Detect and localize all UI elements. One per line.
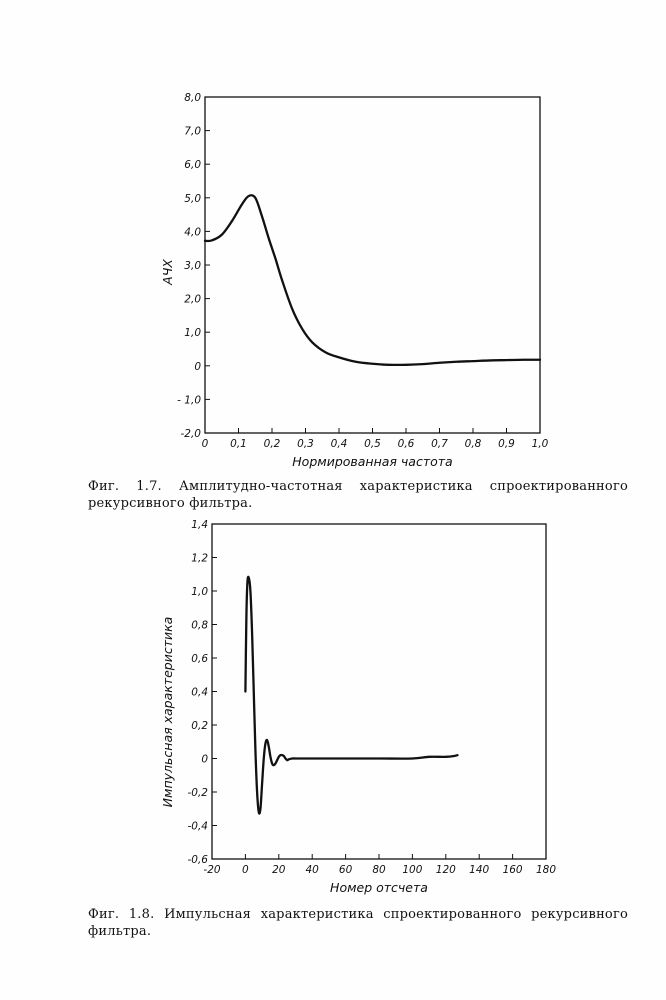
y-tick-label: 1,4 <box>191 519 208 531</box>
x-tick-label: 1,0 <box>531 438 549 450</box>
x-tick-label: 140 <box>469 864 490 876</box>
x-tick-label: 40 <box>305 864 319 876</box>
y-tick-label: 2,0 <box>184 293 201 306</box>
y-axis-label: АЧХ <box>160 259 175 285</box>
y-tick-label: 0 <box>201 753 208 766</box>
caption-label: Фиг. 1.8. <box>88 907 155 922</box>
y-tick-label: 0,2 <box>191 720 208 732</box>
y-tick-label: -0,2 <box>187 787 208 799</box>
figure-caption-2 <box>88 906 628 940</box>
y-tick-label: 0,8 <box>191 619 208 632</box>
x-tick-label: 0,6 <box>397 438 415 450</box>
x-tick-label: 0,8 <box>464 438 482 450</box>
x-tick-label: 0 <box>242 864 249 876</box>
y-tick-label: 6,0 <box>184 159 201 172</box>
x-tick-label: 160 <box>502 864 523 876</box>
x-tick-label: -20 <box>203 864 221 876</box>
caption-label: Фиг. 1.7. <box>88 479 162 494</box>
y-tick-label: 4,0 <box>184 226 201 239</box>
y-tick-label: 1,2 <box>191 552 208 565</box>
series-line <box>245 577 457 814</box>
x-axis-label: Нормированная частота <box>292 454 453 469</box>
x-tick-label: 60 <box>338 864 353 876</box>
y-axis-label: Импульсная характеристика <box>160 616 175 808</box>
y-tick-label: 0,4 <box>191 686 208 699</box>
y-tick-label: 0 <box>194 360 201 373</box>
x-tick-label: 0,9 <box>498 438 515 450</box>
x-tick-label: 20 <box>272 864 286 876</box>
caption-text: Импульсная характеристика спроектированного рекурсивного фильтра. <box>88 907 628 939</box>
x-tick-label: 180 <box>535 864 557 876</box>
x-tick-label: 80 <box>372 864 386 876</box>
x-tick-label: 120 <box>435 864 456 876</box>
y-tick-label: -2,0 <box>180 428 201 440</box>
y-tick-label: 5,0 <box>184 192 201 205</box>
x-tick-label: 0,4 <box>330 438 348 450</box>
y-tick-label: 0,6 <box>191 653 208 665</box>
y-tick-label: -0,4 <box>187 820 208 833</box>
y-tick-label: -0,6 <box>187 854 208 866</box>
x-tick-label: 0,5 <box>364 438 381 450</box>
caption-text: Амплитудно-частотная характеристика спроектированного рекурсивного фильтра. <box>88 479 628 511</box>
figure-caption-1 <box>88 478 628 512</box>
x-tick-label: 0,2 <box>263 438 281 450</box>
x-tick-label: 0,3 <box>297 438 314 450</box>
y-tick-label: 3,0 <box>184 260 201 272</box>
plot-frame <box>212 524 546 859</box>
x-tick-label: 0 <box>201 438 209 450</box>
y-tick-label: 1,0 <box>184 327 201 340</box>
y-tick-label: 1,0 <box>191 586 208 598</box>
x-axis-label: Номер отсчета <box>330 880 428 895</box>
y-tick-label: 8,0 <box>184 92 201 104</box>
y-tick-label: 7,0 <box>184 125 201 138</box>
y-tick-label: - 1,0 <box>177 394 201 407</box>
x-tick-label: 0,7 <box>431 438 448 450</box>
x-tick-label: 100 <box>402 864 423 876</box>
x-tick-label: 0,1 <box>230 438 247 450</box>
